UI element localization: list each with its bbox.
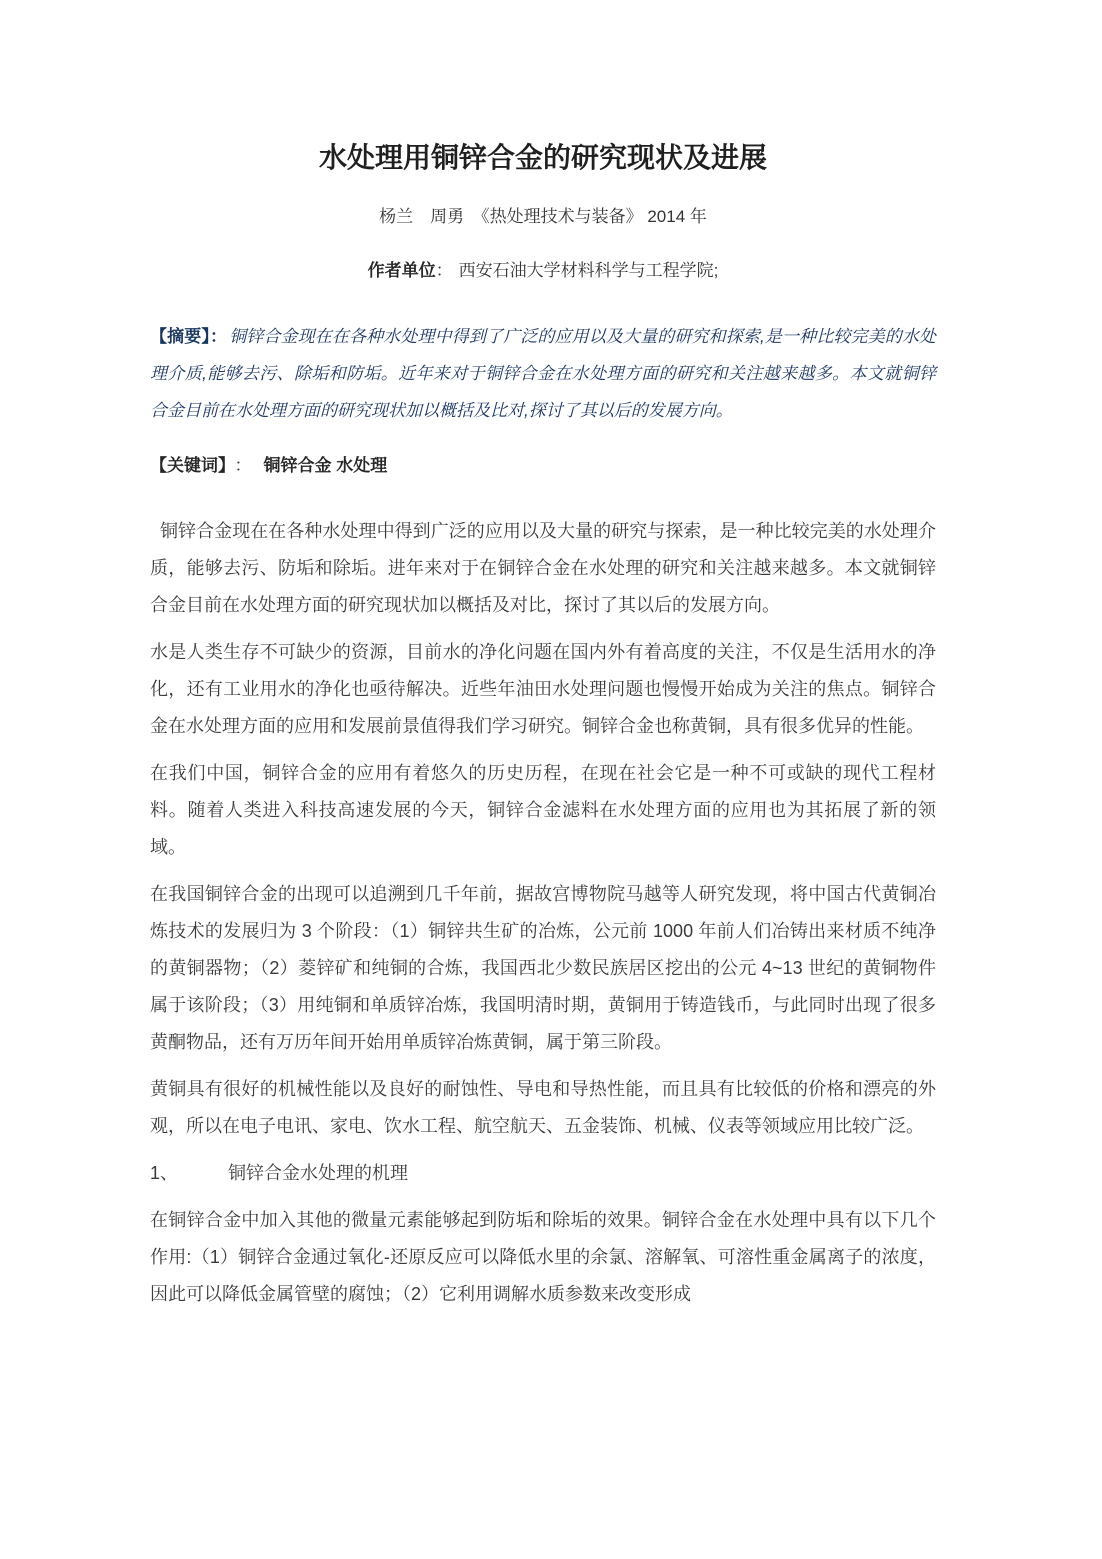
paragraph-water-resource: 水是人类生存不可缺少的资源，目前水的净化问题在国内外有着高度的关注，不仅是生活用水的净化，还有工业用水的净化也亟待解决。近些年油田水处理问题也慢慢开始成为关注的焦点。铜锌合金在水处理方面的应用和发展前景值得我们学习研究。铜锌合金也称黄铜，具有很多优异的性能。 bbox=[150, 642, 936, 736]
affiliation-line bbox=[150, 260, 936, 281]
affiliation-label: 作者单位 bbox=[367, 261, 436, 280]
abstract-label: 【摘要】 bbox=[150, 327, 211, 346]
keywords-line bbox=[150, 455, 936, 477]
abstract-text: 铜锌合金现在在各种水处理中得到了广泛的应用以及大量的研究和探索,是一种比较完美的水处理介质,能够去污、除垢和防垢。近年来对于铜锌合金在水处理方面的研究和关注越来越多。本文就铜锌合金目前在水处理方面的研究现状加以概括及比对,探讨了其以后的发展方向。 bbox=[150, 327, 937, 420]
page-title: 水处理用铜锌合金的研究现状及进展 bbox=[318, 142, 767, 173]
abstract-separator: ： bbox=[210, 327, 228, 346]
affiliation-separator: ： bbox=[435, 261, 453, 280]
paragraph-overview: 铜锌合金现在在各种水处理中得到广泛的应用以及大量的研究与探索，是一种比较完美的水处理介质，能够去污、防垢和除垢。进年来对于在铜锌合金在水处理的研究和关注越来越多。本文就铜锌合金目前在水处理方面的研究现状加以概括及对比，探讨了其以后的发展方向。 bbox=[150, 521, 936, 615]
paragraph-brass-properties: 黄铜具有很好的机械性能以及良好的耐蚀性、导电和导热性能，而且具有比较低的价格和漂亮的外观，所以在电子电讯、家电、饮水工程、航空航天、五金装饰、机械、仪表等领域应用比较广泛。 bbox=[150, 1079, 936, 1136]
paragraph-ancient-stages: 在我国铜锌合金的出现可以追溯到几千年前，据故宫博物院马越等人研究发现，将中国古代黄铜冶炼技术的发展归为 3 个阶段：（1）铜锌共生矿的冶炼，公元前 1000 年前人们冶铸出来材质不纯净的黄铜器物；（2）菱锌矿和纯铜的合炼，我国西北少数民族居区挖出的公元 4~13 世纪的黄铜物件属于该阶段；（3）用纯铜和单质锌冶炼，我国明清时期，黄铜用于铸造钱币，与此同时出现了很多黄酮物品，还有万历年间开始用单质锌冶炼黄铜，属于第三阶段。 bbox=[150, 884, 936, 1052]
keywords-label: 【关键词】 bbox=[150, 456, 227, 475]
paragraph-history-china: 在我们中国，铜锌合金的应用有着悠久的历史历程，在现在社会它是一种不可或缺的现代工程材料。随着人类进入科技高速发展的今天，铜锌合金滤料在水处理方面的应用也为其拓展了新的领域。 bbox=[150, 763, 936, 857]
paragraph-mechanism: 在铜锌合金中加入其他的微量元素能够起到防垢和除垢的效果。铜锌合金在水处理中具有以下几个作用:（1）铜锌合金通过氧化-还原反应可以降低水里的余氯、溶解氧、可溶性重金属离子的浓度，因此可以降低金属管壁的腐蚀；（2）它利用调解水质参数来改变形成 bbox=[150, 1210, 936, 1304]
section-1-number: 1、 bbox=[150, 1163, 179, 1183]
section-1-heading bbox=[150, 1155, 936, 1192]
affiliation-text: 西安石油大学材料科学与工程学院; bbox=[458, 261, 719, 280]
keywords-text: 铜锌合金 水处理 bbox=[263, 456, 388, 475]
section-1-title: 铜锌合金水处理的机理 bbox=[228, 1163, 408, 1183]
keywords-separator: ： bbox=[234, 456, 252, 475]
author-byline: 杨兰 周勇 《热处理技术与装备》 2014 年 bbox=[379, 207, 707, 226]
abstract-paragraph bbox=[150, 318, 936, 429]
